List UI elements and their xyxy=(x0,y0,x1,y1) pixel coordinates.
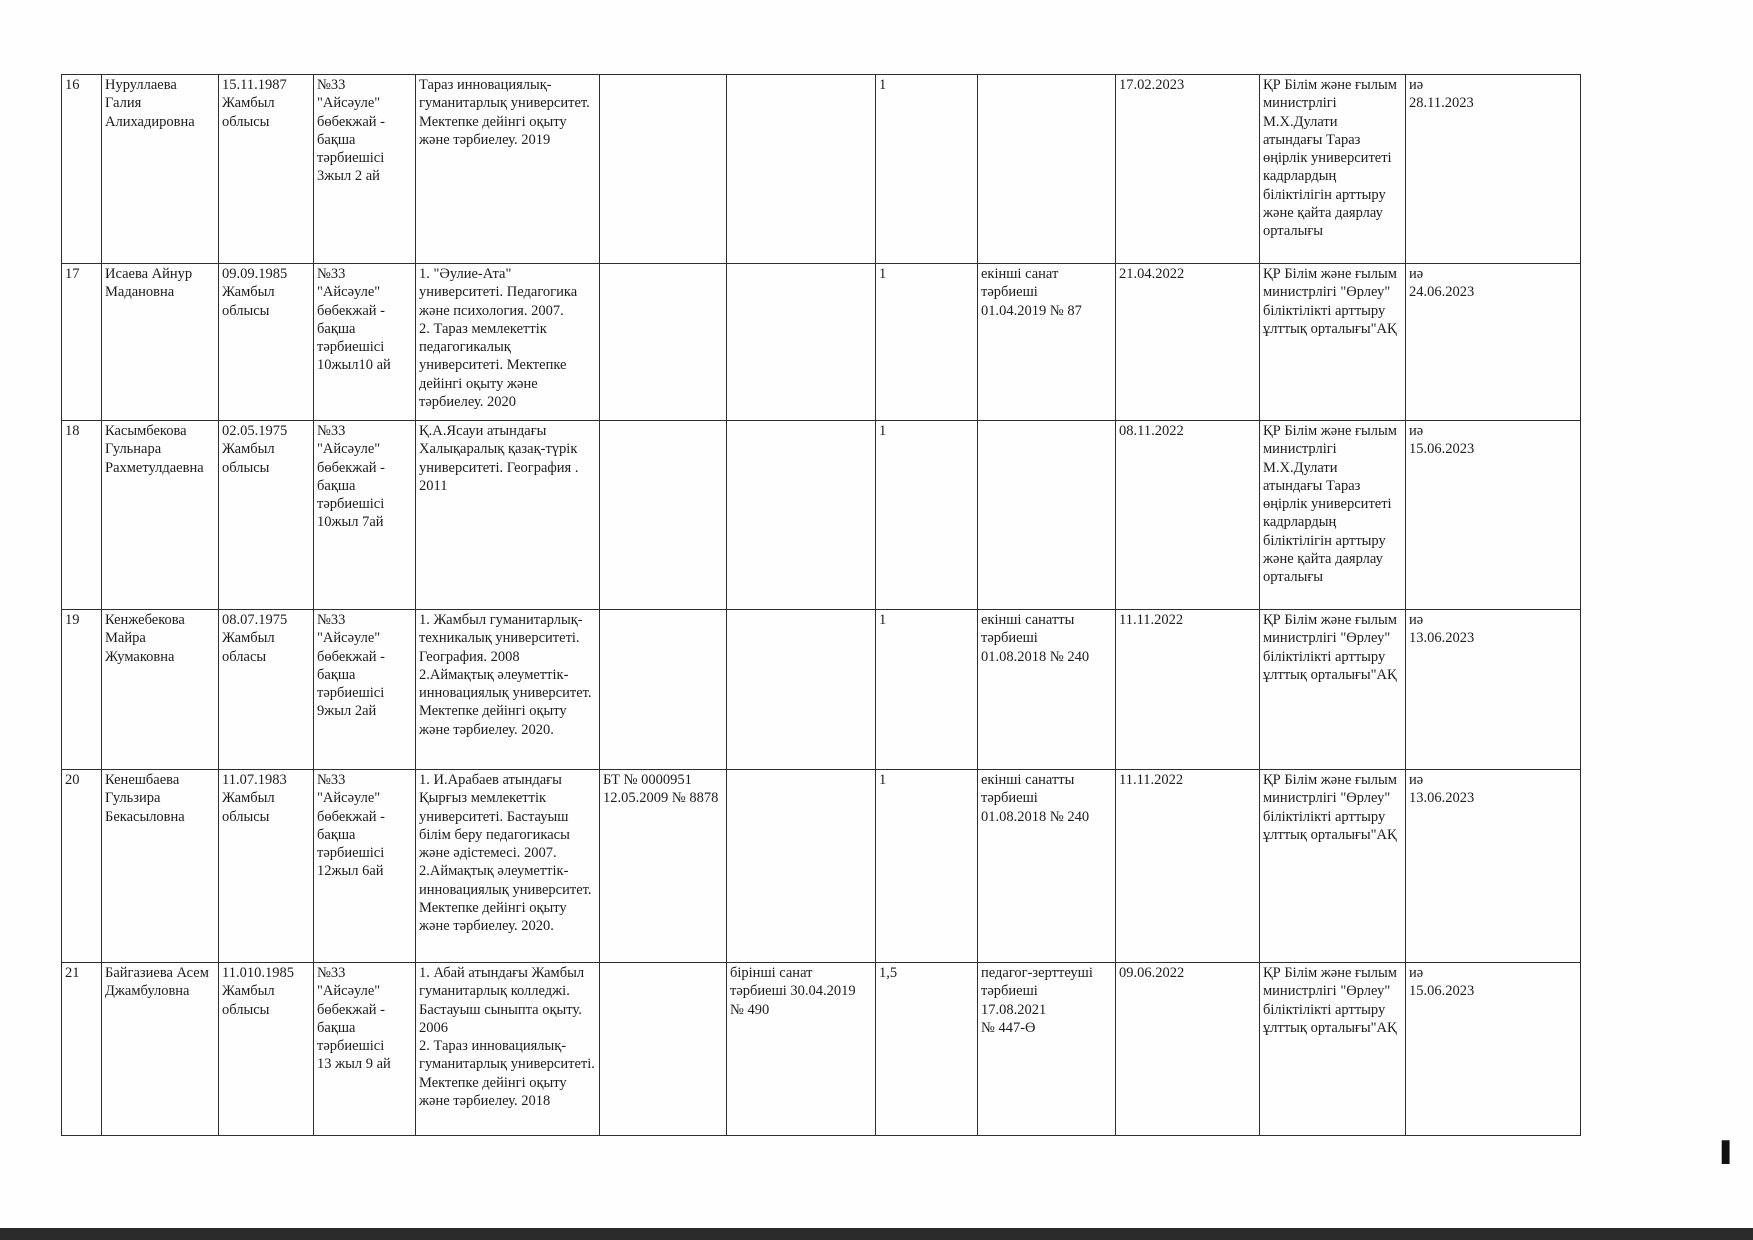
cell-category-order: екінші санатты тәрбиеші 01.08.2018 № 240 xyxy=(978,610,1116,770)
cell-number: 18 xyxy=(62,421,102,610)
cell-hours: 1 xyxy=(876,421,978,610)
cell-course-organization: ҚР Білім және ғылым министрлігі "Өрлеу" біліктілікті арттыру ұлттық орталығы"АҚ xyxy=(1260,963,1406,1136)
cell-education: 1. И.Арабаев атындағы Қырғыз мемлекеттік университеті. Бастауыш білім беру педагогикасы және әдістемесі. 2007. 2.Аймақтық әлеуметтік- инновациялық университет. Мектепке дейінгі оқыту және тәрбиелеу. 2020. xyxy=(416,770,600,963)
cell-first-category xyxy=(727,610,876,770)
table-row xyxy=(62,963,1581,1136)
cell-number: 20 xyxy=(62,770,102,963)
cell-course-organization: ҚР Білім және ғылым министрлігі М.Х.Дулати атындағы Тараз өңірлік университеті кадрлардың біліктілігін арттыру және қайта даярлау орталығы xyxy=(1260,421,1406,610)
cell-diploma xyxy=(600,75,727,264)
cell-category-order xyxy=(978,75,1116,264)
cell-education: 1. Жамбыл гуманитарлық- техникалық университеті. География. 2008 2.Аймақтық әлеуметтік- инновациялық университет. Мектепке дейінгі оқыту және тәрбиелеу. 2020. xyxy=(416,610,600,770)
cell-number: 17 xyxy=(62,264,102,421)
cell-category-order xyxy=(978,421,1116,610)
table-row xyxy=(62,264,1581,421)
cell-course-date: 11.11.2022 xyxy=(1116,610,1260,770)
cell-course-organization: ҚР Білім және ғылым министрлігі М.Х.Дулати атындағы Тараз өңірлік университеті кадрлардың біліктілігін арттыру және қайта даярлау орталығы xyxy=(1260,75,1406,264)
cell-full-name: Касымбекова Гульнара Рахметулдаевна xyxy=(102,421,219,610)
cell-birth-date-region: 09.09.1985 Жамбыл облысы xyxy=(219,264,314,421)
cell-first-category xyxy=(727,264,876,421)
cell-diploma xyxy=(600,264,727,421)
cell-workplace-experience: №33 "Айсәуле" бөбекжай - бақша тәрбиешісі 13 жыл 9 ай xyxy=(314,963,416,1136)
cell-certificate: иә 24.06.2023 xyxy=(1406,264,1581,421)
scan-bottom-edge xyxy=(0,1228,1753,1240)
cell-category-order: екінші санат тәрбиеші 01.04.2019 № 87 xyxy=(978,264,1116,421)
cell-full-name: Кенжебекова Майра Жумаковна xyxy=(102,610,219,770)
cell-number: 16 xyxy=(62,75,102,264)
cell-certificate: иә 15.06.2023 xyxy=(1406,963,1581,1136)
cell-first-category xyxy=(727,770,876,963)
cell-full-name: Исаева Айнур Мадановна xyxy=(102,264,219,421)
cell-diploma xyxy=(600,610,727,770)
cell-education: 1. Абай атындағы Жамбыл гуманитарлық колледжі. Бастауыш сыныпта оқыту. 2006 2. Тараз инновациялық- гуманитарлық университеті. Мектепке дейінгі оқыту және тәрбиелеу. 2018 xyxy=(416,963,600,1136)
cell-number: 21 xyxy=(62,963,102,1136)
cell-course-date: 17.02.2023 xyxy=(1116,75,1260,264)
cell-course-organization: ҚР Білім және ғылым министрлігі "Өрлеу" біліктілікті арттыру ұлттық орталығы"АҚ xyxy=(1260,610,1406,770)
cell-course-organization: ҚР Білім және ғылым министрлігі "Өрлеу" біліктілікті арттыру ұлттық орталығы"АҚ xyxy=(1260,770,1406,963)
cell-certificate: иә 15.06.2023 xyxy=(1406,421,1581,610)
cell-hours: 1 xyxy=(876,610,978,770)
cell-course-organization: ҚР Білім және ғылым министрлігі "Өрлеу" біліктілікті арттыру ұлттық орталығы"АҚ xyxy=(1260,264,1406,421)
table-row xyxy=(62,770,1581,963)
cell-certificate: иә 13.06.2023 xyxy=(1406,770,1581,963)
staff-qualification-table xyxy=(61,74,1581,1136)
cell-birth-date-region: 15.11.1987 Жамбыл облысы xyxy=(219,75,314,264)
cell-education: Қ.А.Ясауи атындағы Халықаралық қазақ-түрік университеті. География . 2011 xyxy=(416,421,600,610)
cell-course-date: 09.06.2022 xyxy=(1116,963,1260,1136)
scan-artifact-mark: ▌ xyxy=(1722,1140,1738,1164)
cell-workplace-experience: №33 "Айсәуле" бөбекжай - бақша тәрбиешісі 3жыл 2 ай xyxy=(314,75,416,264)
cell-birth-date-region: 08.07.1975 Жамбыл обласы xyxy=(219,610,314,770)
cell-first-category: бірінші санат тәрбиеші 30.04.2019 № 490 xyxy=(727,963,876,1136)
cell-workplace-experience: №33 "Айсәуле" бөбекжай - бақша тәрбиешісі 10жыл 7ай xyxy=(314,421,416,610)
cell-first-category xyxy=(727,75,876,264)
cell-category-order: педагог-зерттеуші тәрбиеші 17.08.2021 № 447-Ө xyxy=(978,963,1116,1136)
cell-full-name: Нуруллаева Галия Алихадировна xyxy=(102,75,219,264)
cell-number: 19 xyxy=(62,610,102,770)
cell-certificate: иә 13.06.2023 xyxy=(1406,610,1581,770)
cell-diploma: БТ № 0000951 12.05.2009 № 8878 xyxy=(600,770,727,963)
cell-workplace-experience: №33 "Айсәуле" бөбекжай - бақша тәрбиешісі 9жыл 2ай xyxy=(314,610,416,770)
table-row xyxy=(62,421,1581,610)
cell-hours: 1,5 xyxy=(876,963,978,1136)
cell-first-category xyxy=(727,421,876,610)
cell-full-name: Кенешбаева Гульзира Бекасыловна xyxy=(102,770,219,963)
table-row xyxy=(62,610,1581,770)
cell-education: 1. "Әулие-Ата" университеті. Педагогика және психология. 2007. 2. Тараз мемлекеттік педагогикалық университеті. Мектепке дейінгі оқыту және тәрбиелеу. 2020 xyxy=(416,264,600,421)
cell-workplace-experience: №33 "Айсәуле" бөбекжай - бақша тәрбиешісі 12жыл 6ай xyxy=(314,770,416,963)
cell-course-date: 08.11.2022 xyxy=(1116,421,1260,610)
cell-hours: 1 xyxy=(876,264,978,421)
cell-education: Тараз инновациялық- гуманитарлық университет. Мектепке дейінгі оқыту және тәрбиелеу. 2019 xyxy=(416,75,600,264)
cell-hours: 1 xyxy=(876,75,978,264)
cell-birth-date-region: 02.05.1975 Жамбыл облысы xyxy=(219,421,314,610)
cell-full-name: Байгазиева Асем Джамбуловна xyxy=(102,963,219,1136)
cell-diploma xyxy=(600,421,727,610)
table-row xyxy=(62,75,1581,264)
cell-workplace-experience: №33 "Айсәуле" бөбекжай - бақша тәрбиешісі 10жыл10 ай xyxy=(314,264,416,421)
cell-course-date: 11.11.2022 xyxy=(1116,770,1260,963)
cell-birth-date-region: 11.07.1983 Жамбыл облысы xyxy=(219,770,314,963)
cell-certificate: иә 28.11.2023 xyxy=(1406,75,1581,264)
cell-birth-date-region: 11.010.1985 Жамбыл облысы xyxy=(219,963,314,1136)
cell-diploma xyxy=(600,963,727,1136)
cell-category-order: екінші санатты тәрбиеші 01.08.2018 № 240 xyxy=(978,770,1116,963)
cell-course-date: 21.04.2022 xyxy=(1116,264,1260,421)
cell-hours: 1 xyxy=(876,770,978,963)
